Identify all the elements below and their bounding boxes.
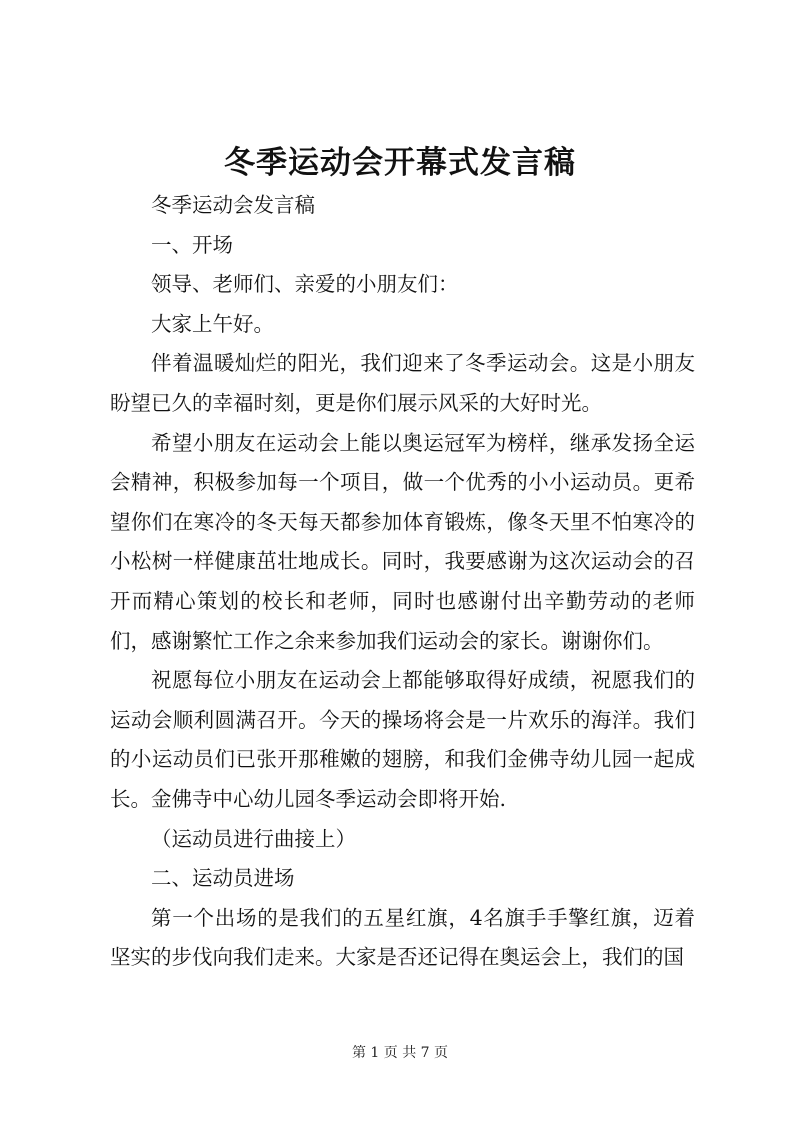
- paragraph: 伴着温暖灿烂的阳光，我们迎来了冬季运动会。这是小朋友盼望已久的幸福时刻，更是你们展示风采的大好时光。: [110, 351, 695, 415]
- paragraph: 冬季运动会发言稿: [151, 193, 315, 217]
- section-heading: 二、运动员进场: [151, 866, 295, 891]
- paragraph: 领导、老师们、亲爱的小朋友们：: [151, 272, 459, 297]
- paragraph: 大家上午好。: [151, 311, 274, 336]
- paragraph: 第一个出场的是我们的五星红旗，4名旗手手擎红旗，迈着坚实的步伐向我们走来。大家是否还记得在奥运会上，我们的国: [110, 905, 695, 970]
- paragraph: （运动员进行曲接上）: [151, 826, 356, 851]
- paragraph: 希望小朋友在运动会上能以奥运冠军为榜样，继承发扬全运会精神，积极参加每一个项目，做一个优秀的小小运动员。更希望你们在寒冷的冬天每天都参加体育锻炼，像冬天里不怕寒冷的小松树一样健康茁壮地成长。同时，我要感谢为这次运动会的召开而精心策划的校长和老师，同时也感谢付出辛勤劳动的老师们，感谢繁忙工作之余来参加我们运动会的家长。谢谢你们。: [110, 430, 695, 653]
- document-title: 冬季运动会开幕式发言稿: [224, 145, 576, 181]
- section-heading: 一、开场: [151, 232, 233, 257]
- document-body: [110, 186, 695, 978]
- paragraph: 祝愿每位小朋友在运动会上都能够取得好成绩，祝愿我们的运动会顺利圆满召开。今天的操场将会是一片欢乐的海洋。我们的小运动员们已张开那稚嫩的翅膀，和我们金佛寺幼儿园一起成长。金佛寺中心幼儿园冬季运动会即将开始.: [110, 668, 695, 811]
- page-footer: 第 1 页 共 7 页: [351, 1045, 449, 1061]
